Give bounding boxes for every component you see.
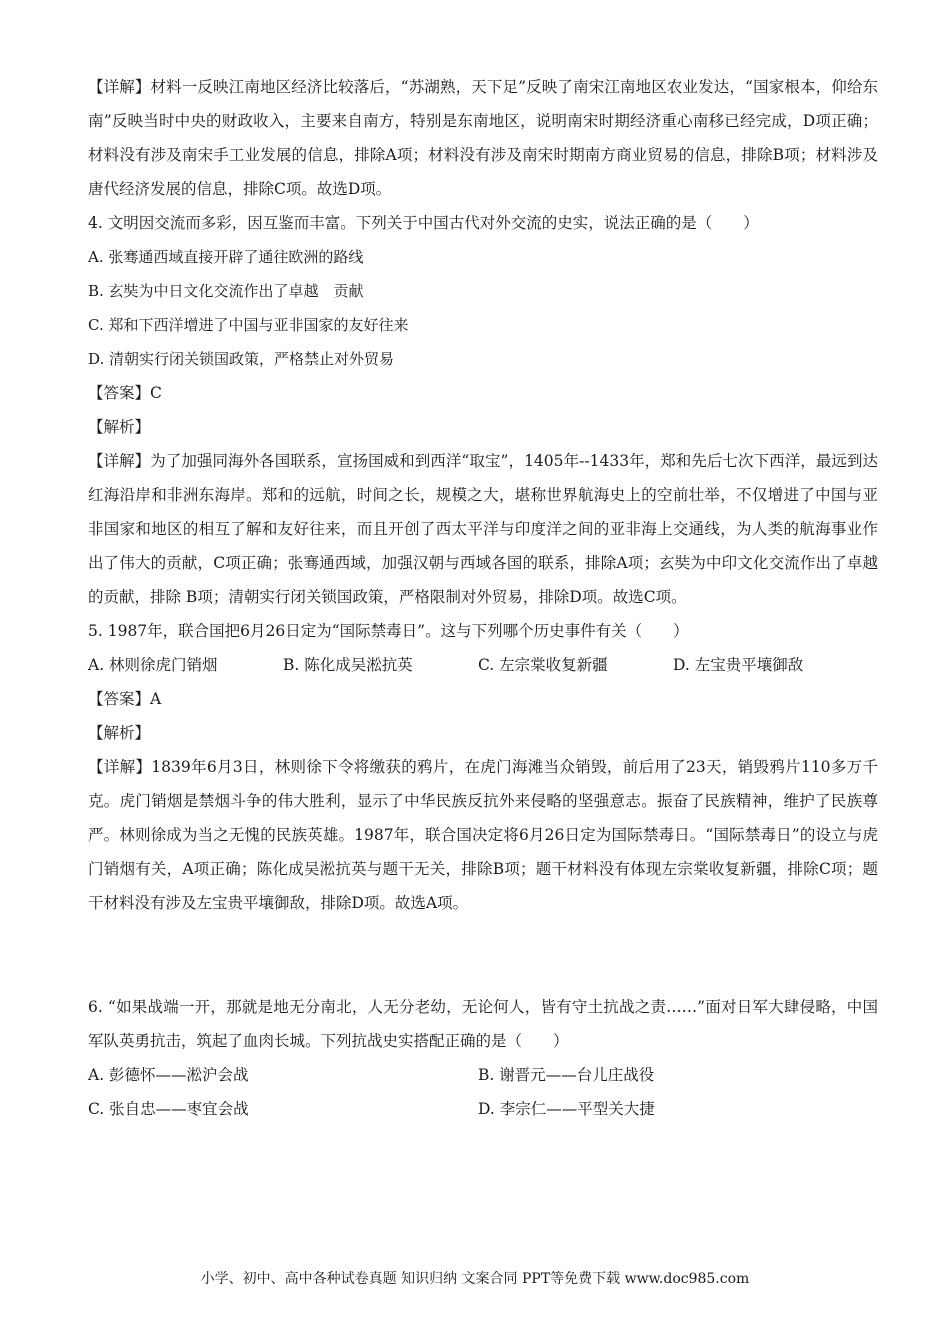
q5-option-c: C. 左宗棠收复新疆 (478, 656, 608, 674)
q6-stem: 6. “如果战端一开，那就是地无分南北，人无分老幼，无论何人，皆有守土抗战之责……”面对日军大肆侵略，中国军队英勇抗击，筑起了血肉长城。下列抗战史实搭配正确的是（ ） (88, 998, 878, 1050)
q4-stem: 4. 文明因交流而多彩，因互鉴而丰富。下列关于中国古代对外交流的史实，说法正确的是（ ） (88, 214, 759, 232)
q3-detail: 【详解】材料一反映江南地区经济比较落后，“苏湖熟，天下足”反映了南宋江南地区农业发达，“国家根本，仰给东南”反映当时中央的财政收入，主要来自南方，特别是东南地区，说明南宋时期经济重心南移已经完成，D项正确；材料没有涉及南宋手工业发展的信息，排除A项；材料没有涉及南宋时期南方商业贸易的信息，排除B项；材料涉及唐代经济发展的信息，排除C项。故选D项。 (88, 78, 878, 198)
q5-stem: 5. 1987年，联合国把6月26日定为“国际禁毒日”。这与下列哪个历史事件有关（ ） (88, 622, 689, 640)
q5-option-b: B. 陈化成吴淞抗英 (283, 656, 413, 674)
document-page (88, 70, 878, 1126)
q5-detail: 【详解】1839年6月3日，林则徐下令将缴获的鸦片，在虎门海滩当众销毁，前后用了23天，销毁鸦片110多万千克。虎门销烟是禁烟斗争的伟大胜利，显示了中华民族反抗外来侵略的坚强意志。振奋了民族精神，维护了民族尊严。林则徐成为当之无愧的民族英雄。1987年，联合国决定将6月26日定为国际禁毒日。“国际禁毒日”的设立与虎门销烟有关，A项正确；陈化成吴淞抗英与题干无关，排除B项；题干材料没有体现左宗棠收复新疆，排除C项；题干材料没有涉及左宝贵平壤御敌，排除D项。故选A项。 (88, 758, 878, 912)
q4-option-c: C. 郑和下西洋增进了中国与亚非国家的友好往来 (88, 316, 409, 334)
q4-option-a: A. 张骞通西域直接开辟了通往欧洲的路线 (88, 248, 364, 266)
q5-option-a: A. 林则徐虎门销烟 (88, 656, 218, 674)
page-footer: 小学、初中、高中各种试卷真题 知识归纳 文案合同 PPT等免费下载 www.doc985.com (200, 1271, 750, 1287)
q6-options-row-1 (88, 1058, 878, 1092)
q4-option-d: D. 清朝实行闭关锁国政策，严格禁止对外贸易 (88, 350, 395, 368)
q5-options (88, 648, 878, 682)
q4-analysis-label: 【解析】 (88, 418, 151, 436)
q6-option-a: A. 彭德怀——淞沪会战 (88, 1066, 249, 1084)
q4-option-b: B. 玄奘为中日文化交流作出了卓越 贡献 (88, 282, 364, 300)
spacer (88, 920, 878, 990)
q4-answer: 【答案】C (88, 384, 162, 402)
q4-detail: 【详解】为了加强同海外各国联系，宣扬国威和到西洋“取宝”，1405年--1433年，郑和先后七次下西洋，最远到达红海沿岸和非洲东海岸。郑和的远航，时间之长，规模之大，堪称世界航海史上的空前壮举，不仅增进了中国与亚非国家和地区的相互了解和友好往来，而且开创了西太平洋与印度洋之间的亚非海上交通线，为人类的航海事业作出了伟大的贡献，C项正确；张骞通西域，加强汉朝与西域各国的联系，排除A项；玄奘为中印文化交流作出了卓越的贡献，排除 B项；清朝实行闭关锁国政策，严格限制对外贸易，排除D项。故选C项。 (88, 452, 878, 606)
q5-answer: 【答案】A (88, 690, 162, 708)
q6-option-c: C. 张自忠——枣宜会战 (88, 1100, 249, 1118)
q6-option-d: D. 李宗仁——平型关大捷 (478, 1100, 655, 1118)
q5-option-d: D. 左宝贵平壤御敌 (673, 656, 804, 674)
q5-analysis-label: 【解析】 (88, 724, 151, 742)
q6-options-row-2 (88, 1092, 878, 1126)
q6-option-b: B. 谢晋元——台儿庄战役 (478, 1066, 655, 1084)
